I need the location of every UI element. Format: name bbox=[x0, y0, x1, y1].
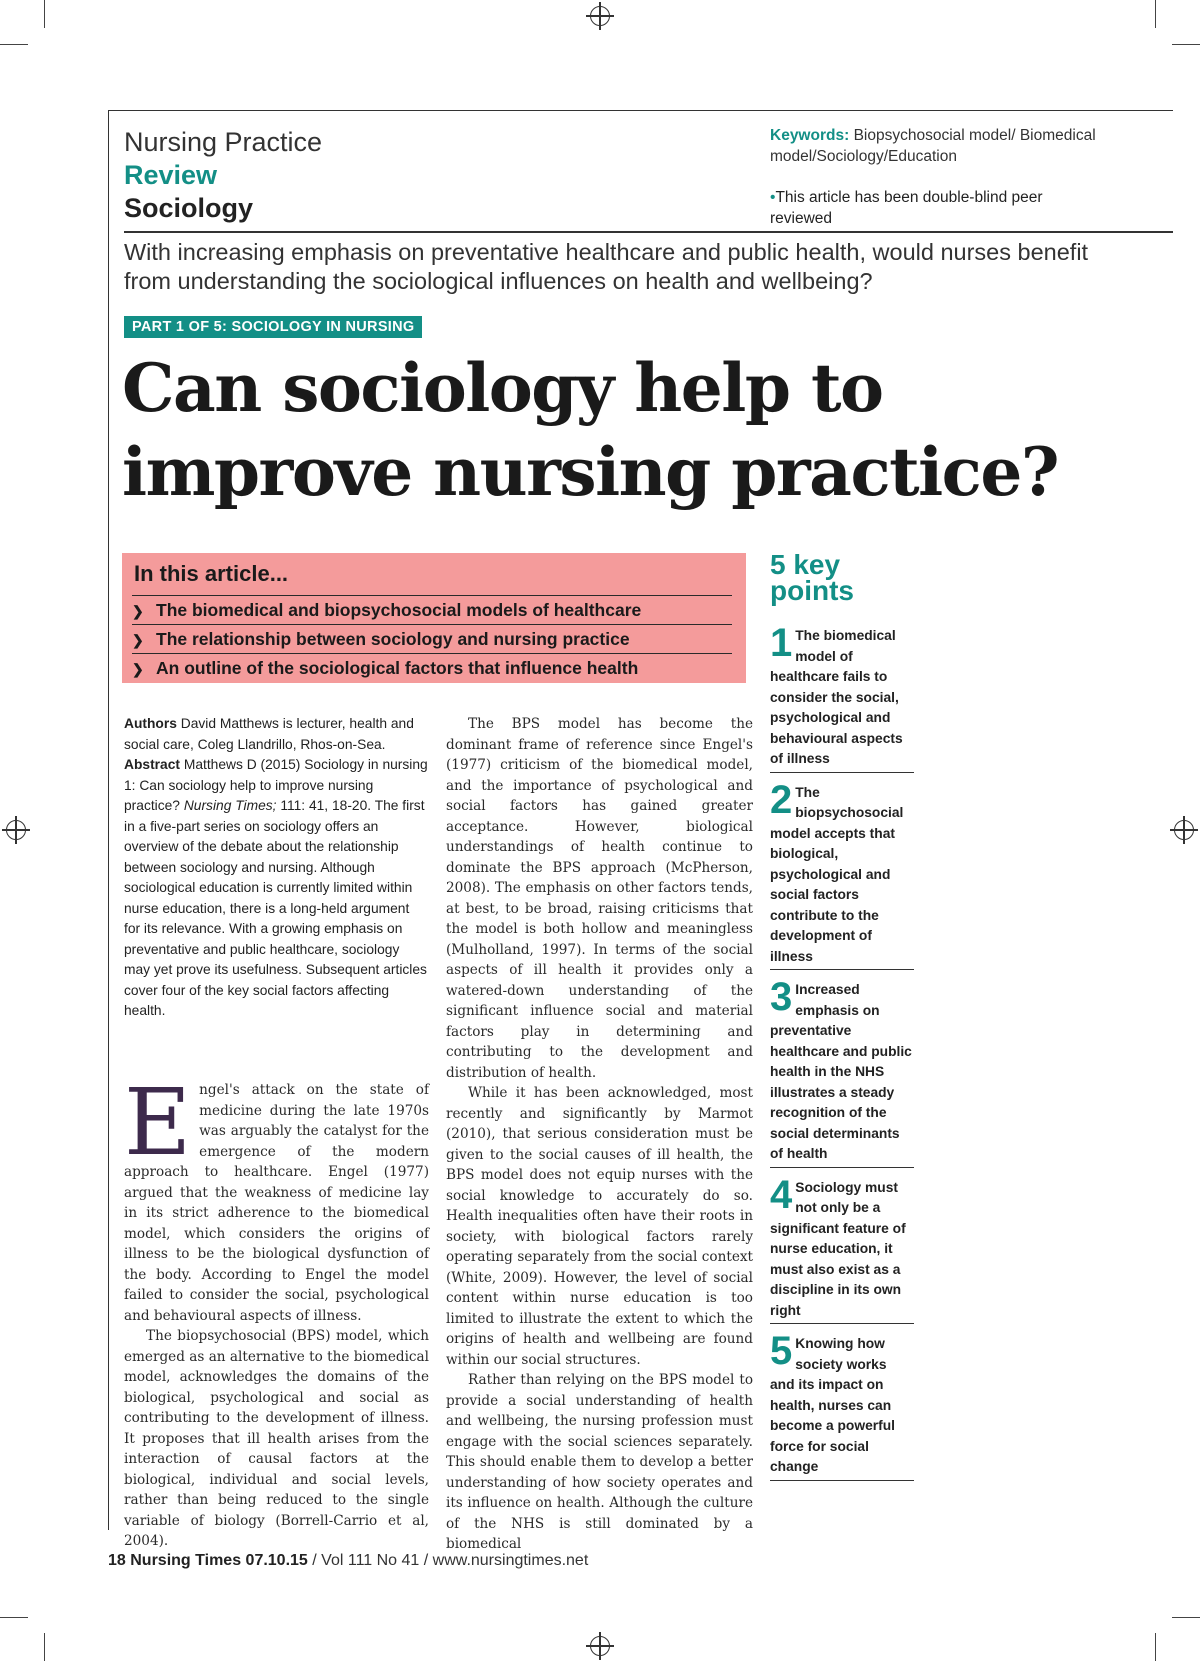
headline: Can sociology help to improve nursing practice? bbox=[122, 349, 1059, 511]
key-point bbox=[770, 616, 914, 773]
bullet-icon: • bbox=[770, 189, 776, 206]
crop-mark bbox=[1172, 44, 1200, 45]
key-point-text: Increased emphasis on preventative healthcare and public health in the NHS illustrates a steady recognition of the social determinants of health bbox=[770, 982, 912, 1161]
left-rule bbox=[108, 110, 109, 1530]
in-this-article-title: In this article... bbox=[134, 561, 289, 586]
key-point-number: 5 bbox=[770, 1329, 793, 1373]
crop-mark bbox=[44, 1633, 45, 1661]
body-column-2 bbox=[446, 714, 753, 1552]
body-paragraph: The BPS model has become the dominant frame of reference since Engel's (1977) criticism of the biomedical model, and the importance of psychological and social factors has gained greater acceptance. However, biological understandings of health continue to dominate the BPS approach (McPherson, 2008). The emphasis on other factors tends, at best, to be broad, raising criticisms that the model is both hollow and meaningless (Mulholland, 1997). In terms of the social aspects of ill health it provides only a watered-down understanding of the significant influence social and material factors play in determining and contributing to the development and distribution of health. bbox=[446, 716, 753, 1081]
issue-info: / Vol 111 No 41 / www.nursingtimes.net bbox=[312, 1552, 589, 1569]
list-item bbox=[132, 653, 732, 684]
body-paragraph: Rather than relying on the BPS model to provide a social understanding of health and wellbeing, the nursing profession must engage with the social sciences separately. This should enable them to develop a better understanding of how society operates and its influence on health. Although the culture of the NHS is still dominated by a biomedical bbox=[446, 1372, 753, 1552]
drop-cap: E bbox=[124, 1069, 192, 1176]
peer-review-text: This article has been double-blind peer reviewed bbox=[770, 189, 1043, 227]
authors bbox=[124, 714, 429, 755]
registration-mark-icon bbox=[6, 820, 26, 840]
key-point-number: 3 bbox=[770, 975, 793, 1019]
abstract-citation: Matthews D (2015) Sociology in nursing 1: Can sociology help to improve nursing practice? bbox=[124, 757, 428, 813]
crop-mark bbox=[0, 44, 28, 45]
crop-mark bbox=[44, 0, 45, 28]
key-point-text: Knowing how society works and its impact on health, nurses can become a powerful force for social change bbox=[770, 1336, 895, 1474]
key-point-text: Sociology must not only be a significant feature of nurse education, it must also exist as a discipline in its own right bbox=[770, 1179, 906, 1318]
chevron-right-icon: ❯ bbox=[132, 661, 144, 677]
peer-review-note bbox=[770, 187, 1100, 229]
publication-date: Nursing Times 07.10.15 bbox=[130, 1552, 308, 1569]
key-point-number: 1 bbox=[770, 621, 793, 665]
in-this-article-box bbox=[122, 553, 746, 683]
page-footer bbox=[108, 1552, 588, 1570]
list-item bbox=[132, 595, 732, 626]
abstract-citation-volume: 111: 41, 18-20. bbox=[280, 798, 372, 813]
journal-name: Nursing Times; bbox=[183, 798, 277, 813]
section-header bbox=[124, 126, 322, 225]
list-item-text: The relationship between sociology and nursing practice bbox=[156, 629, 630, 649]
keywords bbox=[770, 125, 1100, 167]
key-point bbox=[770, 1324, 914, 1481]
crop-mark bbox=[0, 1617, 28, 1618]
body-paragraph: The biopsychosocial (BPS) model, which emerged as an alternative to the biomedical model, acknowledges the domains of the biological, psychological and social as contributing to the development of illness. It proposes that ill health arises from the interaction of causal factors at the biological, individual and social levels, rather than being reduced to the single variable of biology (Borrell-Carrio et al, 2004). bbox=[124, 1328, 429, 1549]
key-point bbox=[770, 1168, 914, 1325]
key-point-number: 2 bbox=[770, 777, 793, 822]
crop-mark bbox=[1155, 1633, 1156, 1661]
registration-mark-icon bbox=[590, 6, 610, 26]
abstract-label: Abstract bbox=[124, 757, 180, 772]
top-rule bbox=[108, 110, 1173, 111]
body-paragraph bbox=[124, 1069, 429, 1326]
keywords-text: Biopsychosocial model/ Biomedical model/Sociology/Education bbox=[770, 127, 1096, 165]
list-item bbox=[132, 624, 732, 655]
key-points-title: 5 key points bbox=[770, 549, 854, 606]
series-label: PART 1 OF 5: SOCIOLOGY IN NURSING bbox=[124, 316, 422, 338]
registration-mark-icon bbox=[590, 1636, 610, 1656]
key-point-number: 4 bbox=[770, 1172, 793, 1217]
registration-mark-icon bbox=[1174, 820, 1194, 840]
chevron-right-icon: ❯ bbox=[132, 603, 144, 619]
keywords-label: Keywords: bbox=[770, 127, 850, 144]
key-point bbox=[770, 773, 914, 971]
subsection-title: Review bbox=[124, 160, 218, 190]
authors-text: David Matthews is lecturer, health and social care, Coleg Llandrillo, Rhos-on-Sea. bbox=[124, 716, 414, 752]
key-point-text: The biopsychosocial model accepts that biological, psychological and social factors contribute to the development of illness bbox=[770, 784, 904, 964]
topic-title: Sociology bbox=[124, 193, 254, 223]
authors-label: Authors bbox=[124, 716, 177, 731]
abstract bbox=[124, 755, 429, 1022]
page-number: 18 bbox=[108, 1552, 126, 1569]
key-points-sidebar bbox=[770, 549, 914, 1481]
key-point bbox=[770, 970, 914, 1168]
list-item-text: The biomedical and biopsychosocial models of healthcare bbox=[156, 600, 642, 620]
abstract-text: The first in a five-part series on sociology offers an overview of the debate about the relationship between sociology and nursing. Although sociological education is currently limited within nurse education, there is a long-held argument for its relevance. With a growing emphasis on preventative and public healthcare, sociology may yet prove its usefulness. Subsequent articles cover four of the key social factors affecting health. bbox=[124, 798, 427, 1018]
chevron-right-icon: ❯ bbox=[132, 632, 144, 648]
body-column-1 bbox=[124, 1069, 429, 1549]
list-item-text: An outline of the sociological factors that influence health bbox=[156, 658, 639, 678]
header-rule bbox=[124, 231, 1173, 233]
section-title: Nursing Practice bbox=[124, 127, 323, 157]
crop-mark bbox=[1172, 1617, 1200, 1618]
standfirst: With increasing emphasis on preventative healthcare and public health, would nurses benefit from understanding the sociological influences on health and wellbeing? bbox=[124, 239, 1089, 294]
key-point-text: The biomedical model of healthcare fails to consider the social, psychological and behavioural aspects of illness bbox=[770, 628, 903, 766]
body-text: ngel's attack on the state of medicine during the late 1970s was arguably the catalyst for the emergence of the modern approach to healthcare. Engel (1977) argued that the weakness of medicine lay in its strict adherence to the biomedical model, which considers the origins of illness to be the biological dysfunction of the body. According to Engel the model failed to consider the social, psychological and behavioural aspects of illness. bbox=[124, 1082, 429, 1324]
body-paragraph: While it has been acknowledged, most recently and significantly by Marmot (2010), that serious consideration must be given to the social causes of ill health, the BPS model does not equip nurses with the social knowledge to accurately do so. Health inequalities often have their roots in society, with biological factors rarely operating separately from the social context (White, 2009). However, the level of social content within nurse education is too limited to illustrate the extent to which the origins of health and wellbeing are found within our social structures. bbox=[446, 1085, 753, 1368]
author-abstract bbox=[124, 714, 429, 1022]
crop-mark bbox=[1155, 0, 1156, 28]
